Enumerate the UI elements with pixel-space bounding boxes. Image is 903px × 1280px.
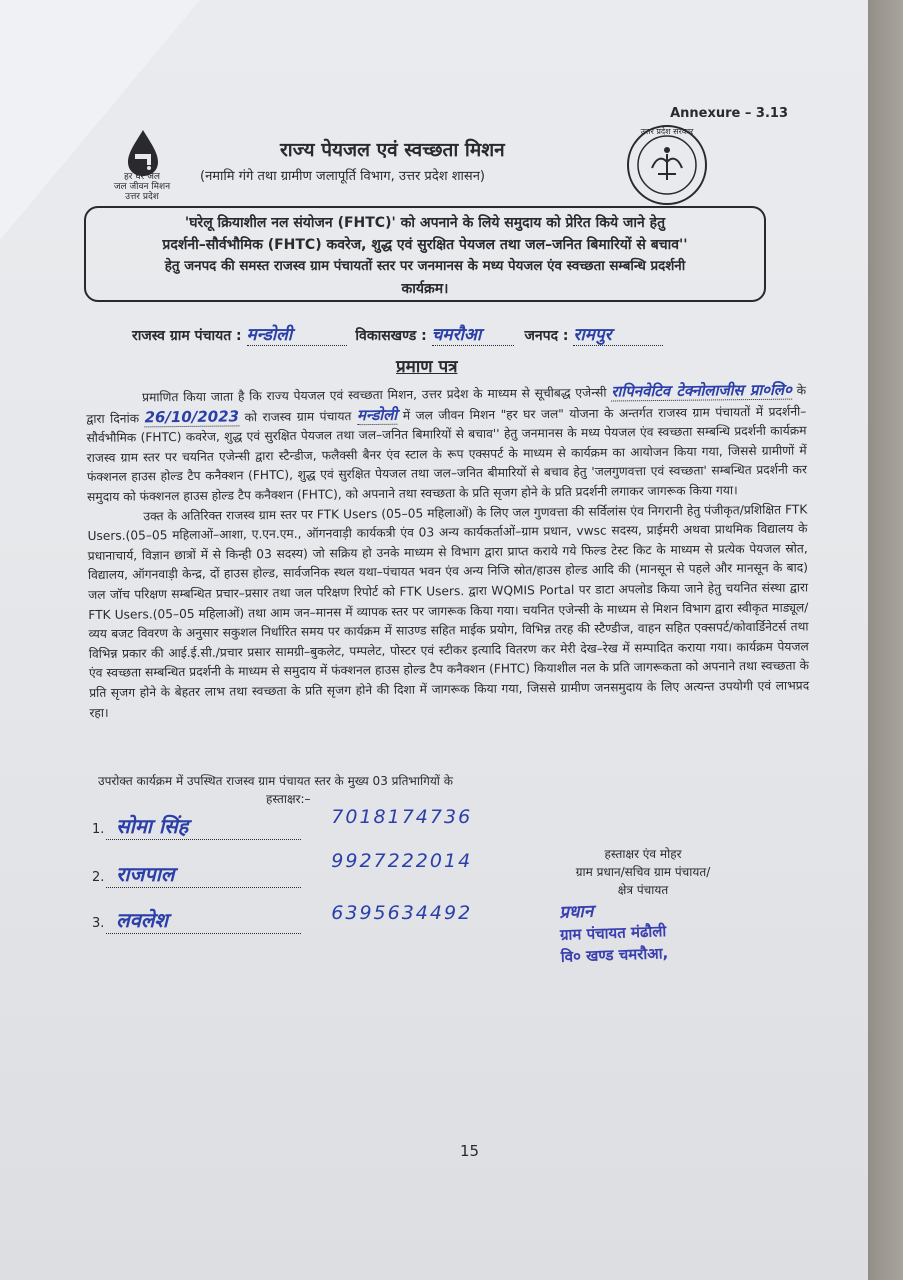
certificate-body xyxy=(86,380,809,723)
banner-line-3: हेतु जनपद की समस्त राजस्व ग्राम पंचायतों स्तर पर जनमानस के मध्य पेयजल एंव स्वच्छता सम्बन्धि प्रदर्शनी xyxy=(164,259,686,274)
block-value: चमरौआ xyxy=(432,322,514,346)
banner-line-4: कार्यक्रम। xyxy=(401,281,449,297)
seal-caption-line-3: क्षेत्र पंचायत xyxy=(617,883,669,897)
certificate-title: प्रमाण पत्र xyxy=(396,357,458,377)
village-name: मन्डोली xyxy=(356,405,398,424)
para1-text-4: में जल जीवन मिशन "हर घर जल" योजना के अन्तर्गत राजस्व ग्राम पंचायतों में प्रदर्शनी–सौर्वभौमिक (FHTC) कवरेज, शुद्ध एवं सुरक्षित पेयजल तथा जल–जनित बिमारियों से बचाव'' हेतु जनमानस के मध्य पेयजल एंव स्वच्छता सम्बन्धि प्रदर्शनी कार्यक्रम राजस्व ग्राम स्तर पर चयनित एजेन्सी द्वारा स्टैन्डीज, फलैक्सी बैनर एंव स्टाल के रूप एक्सपर्ट के माध्यम से कार्यक्रम का आयोजन किया गया, जिससे ग्रामीणों में फंक्शनल हाउस होल्ड टैप कनैक्शन (FHTC), शुद्ध एवं सुरक्षित पेयजल तथा जल–जनित बीमारियों से बचाव हेतु 'जलगुणवत्ता एवं स्वच्छता' सम्बन्धित प्रदर्शनी कर समुदाय को फंक्शनल हाउस होल्ड टैप कनैक्शन (FHTC), को अपनाने तथा स्वच्छता के प्रति सृजग होने के प्रति प्रदर्शनी लगाकर जागरूक किया गया। xyxy=(86,404,807,504)
program-date: 26/10/2023 xyxy=(144,406,240,426)
paragraph-1 xyxy=(86,380,807,507)
participants-caption xyxy=(98,772,518,808)
program-banner xyxy=(84,206,766,302)
participant-signature: लवलेश xyxy=(106,906,301,934)
participant-row xyxy=(92,850,473,888)
para1-text-2: के द्वारा दिनांक xyxy=(86,383,807,426)
participant-row xyxy=(92,806,473,840)
seal-caption xyxy=(548,845,738,899)
district-label: जनपद : xyxy=(524,328,569,344)
gram-panchayat-value: मन्डोली xyxy=(247,322,347,346)
stamp-line-2: वि० खण्ड चमरौआ, xyxy=(560,944,669,966)
participant-phone: 9927222014 xyxy=(331,850,473,872)
participant-number: 3. xyxy=(92,916,105,931)
participant-signature: राजपाल xyxy=(106,860,301,888)
gram-panchayat-label: राजस्व ग्राम पंचायत : xyxy=(132,328,242,344)
district-value: रामपुर xyxy=(573,322,663,346)
participant-number: 2. xyxy=(92,870,105,885)
participant-phone: 7018174736 xyxy=(331,806,473,828)
emblem-text: उत्तर प्रदेश सरकार xyxy=(640,127,694,136)
participants-caption-line-2: हस्ताक्षर:– xyxy=(266,792,311,806)
page-title: राज्य पेयजल एवं स्वच्छता मिशन xyxy=(280,139,505,161)
block-label: विकासखण्ड : xyxy=(355,328,427,344)
stamp-line-1: ग्राम पंचायत मंढौली xyxy=(559,922,667,944)
para1-text-3: को राजस्व ग्राम पंचायत xyxy=(244,408,352,424)
banner-line-1: 'घरेलू क्रियाशील नल संयोजन (FHTC)' को अपनाने के लिये समुदाय को प्रेरित किये जाने हेतु xyxy=(184,215,666,231)
pradhan-signature: प्रधान xyxy=(558,901,594,923)
para1-text-1: प्रमाणित किया जाता है कि राज्य पेयजल एवं स्वच्छता मिशन, उत्तर प्रदेश के माध्यम से सूचीबद्ध एजेन्सी xyxy=(142,385,607,405)
banner-line-2: प्रदर्शनी–सौर्वभौमिक (FHTC) कवरेज, शुद्ध एवं सुरक्षित पेयजल तथा जल–जनित बिमारियों से बचाव'' xyxy=(162,237,688,253)
page-number: 15 xyxy=(460,1142,480,1160)
annexure-label: Annexure – 3.13 xyxy=(670,106,788,121)
paragraph-2: उक्त के अतिरिक्त राजस्व ग्राम स्तर पर FTK Users (05–05 महिलाओं) के लिए जल गुणवत्ता की सर्विलांस एंव निगरानी हेतु पंजीकृत/प्रशिक्षित FTK Users.(05–05 महिलाओं–आशा, ए.एन.एम., ऑगनवाड़ी कार्यकत्री एंव 03 अन्य कार्यकर्ताओं–ग्राम प्रधान, vwsc सदस्य, प्राईमरी अथवा प्राथमिक विद्यालय के प्रधानाचार्य, विज्ञान छात्रों में से किन्ही 03 सदस्य) जो सक्रिय हो उनके माध्यम से विभाग द्वारा प्राप्त कराये गये फिल्ड टेस्ट किट के माध्यम से प्रत्येक पेयजल स्रोत, विद्यालय, ऑगनवाड़ी केन्द्र, दों हाउस होल्ड, सार्वजनिक स्थल यथा–पंचायत भवन एंव अन्य निजि स्रोत/हाउस होल्ड आदि की (मानसून से पहले और मानसून के बाद) जल जॉच परिक्षण सम्बन्धित प्रचार–प्रसार तथा जल परिक्षण रिपोर्ट को FTK Users. द्वारा WQMIS Portal पर डाटा अपलोड किया जाने हेतु चयनित संस्था द्वारा FTK Users.(05–05 महिलाओं) तथा आम जन–मानस में व्यापक स्तर पर जागरूक किया गया। चयनित एजेन्सी के माध्यम से मिशन विभाग द्वारा स्वीकृत माड्यूल/व्यय बजट विवरण के अनुसार सकुशल निर्धारित समय पर कार्यक्रम में साउण्ड सहित माईक प्रयोग, विभिन्न तरह की स्टैण्डीज, वाहन सहित एक्सपर्ट/कोवार्डिनेटर्स तथा विभिन्न प्रकार की आई.ई.सी./प्रचार प्रसार सामग्री–बुकलेट, पम्पलेट, पोस्टर एवं स्टीकर इत्यादि वितरण कर मेरी देख–रेख में सम्पादित कराया गया। कार्यक्रम पेयजल एंव स्वच्छता सम्बन्धित प्रदर्शनी के माध्यम से समुदाय में फंक्शनल हाउस होल्ड टैप कनैक्शन (FHTC) कियाशील नल के प्रति जागरूकता को अपनाने तथा स्वच्छता के प्रति सृजग होने के बेहतर लाभ तथा स्वच्छता के प्रति सृजग होने की दिशा में जागरूक किया गया, जिससे ग्रामीण जनसमुदाय के लिए अत्यन्त उपयोगी एवं लाभप्रद रहा। xyxy=(87,502,810,720)
seal-caption-line-1: हस्ताक्षर एंव मोहर xyxy=(604,847,682,861)
agency-name: रापिनवेटिव टेक्नोलाजीस प्रा०लि० xyxy=(611,380,792,401)
participant-row xyxy=(92,902,473,934)
participant-signature: सोमा सिंह xyxy=(106,812,301,840)
logo-caption: हर घर जल जल जीवन मिशन उत्तर प्रदेश xyxy=(113,172,171,202)
page-subtitle: (नमामि गंगे तथा ग्रामीण जलापूर्ति विभाग, उत्तर प्रदेश शासन) xyxy=(200,169,485,184)
participants-caption-line-1: उपरोक्त कार्यक्रम में उपस्थित राजस्व ग्राम पंचायत स्तर के मुख्य 03 प्रतिभागियों के xyxy=(98,774,453,788)
location-fields xyxy=(132,322,663,346)
panchayat-stamp xyxy=(559,898,669,968)
page-fold xyxy=(0,0,200,240)
seal-caption-line-2: ग्राम प्रधान/सचिव ग्राम पंचायत/ xyxy=(575,865,711,879)
participant-phone: 6395634492 xyxy=(331,902,473,924)
participant-number: 1. xyxy=(92,822,105,837)
